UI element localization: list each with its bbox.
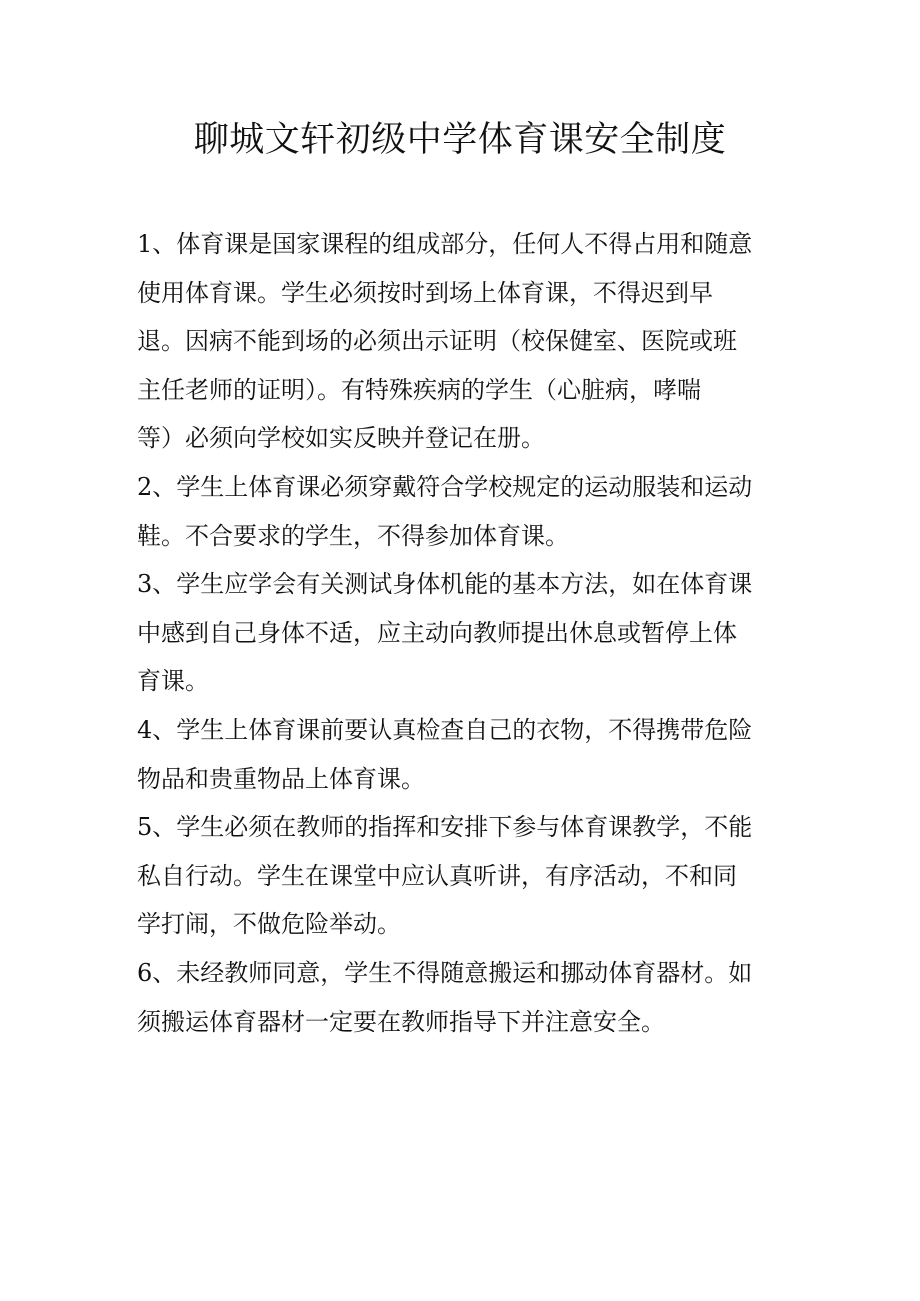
clause-line: 等）必须向学校如实反映并登记在册。 [137, 424, 545, 453]
clause-line: 学打闹，不做危险举动。 [137, 910, 401, 939]
clause-line: 退。因病不能到场的必须出示证明（校保健室、医院或班 [137, 327, 737, 356]
clause-5 [137, 803, 777, 949]
clause-line: 物品和贵重物品上体育课。 [137, 764, 425, 793]
clause-line: 中感到自己身体不适，应主动向教师提出休息或暂停上体 [137, 618, 737, 647]
clause-line: 育课。 [137, 667, 209, 696]
page-title: 聊城文轩初级中学体育课安全制度 [193, 120, 727, 160]
clause-4 [137, 706, 777, 803]
clause-line: 鞋。不合要求的学生，不得参加体育课。 [137, 521, 569, 550]
clause-1 [137, 220, 777, 463]
clause-6 [137, 949, 777, 1046]
clause-line: 4、学生上体育课前要认真检查自己的衣物，不得携带危险 [137, 715, 753, 744]
clause-line: 6、未经教师同意，学生不得随意搬运和挪动体育器材。如 [137, 958, 753, 987]
clause-line: 须搬运体育器材一定要在教师指导下并注意安全。 [137, 1007, 665, 1036]
clause-2 [137, 463, 777, 560]
clause-line: 2、学生上体育课必须穿戴符合学校规定的运动服装和运动 [137, 472, 753, 501]
document-body [137, 220, 777, 1046]
clause-line: 私自行动。学生在课堂中应认真听讲，有序活动，不和同 [137, 861, 737, 890]
clause-line: 使用体育课。学生必须按时到场上体育课，不得迟到早 [137, 278, 713, 307]
clause-3 [137, 560, 777, 706]
clause-line: 5、学生必须在教师的指挥和安排下参与体育课教学，不能 [137, 813, 753, 842]
clause-line: 1、体育课是国家课程的组成部分，任何人不得占用和随意 [137, 230, 753, 258]
clause-line: 主任老师的证明）。有特殊疾病的学生（心脏病，哮喘 [137, 375, 701, 404]
clause-line: 3、学生应学会有关测试身体机能的基本方法，如在体育课 [137, 570, 753, 599]
